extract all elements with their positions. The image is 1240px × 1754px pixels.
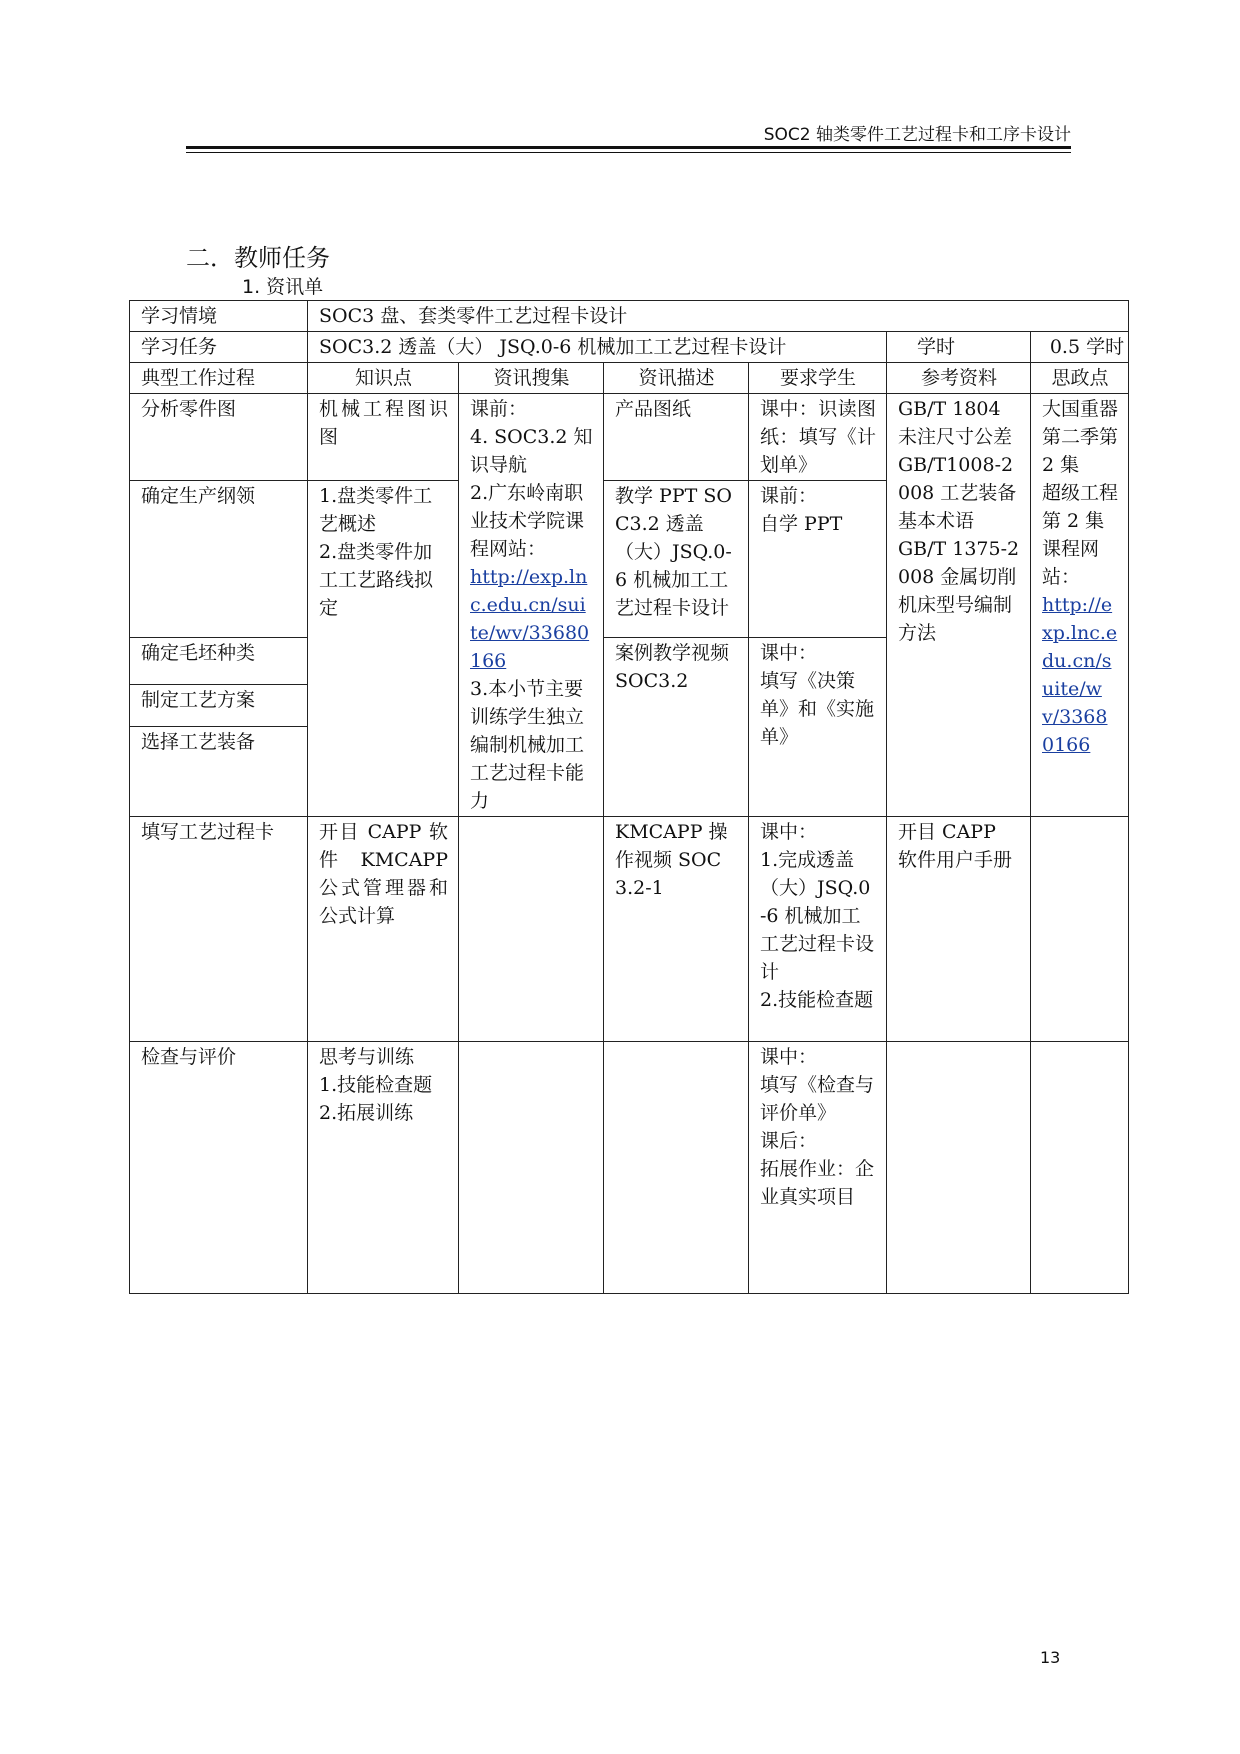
- process-check-evaluate: 检查与评价: [130, 1042, 308, 1294]
- col-header-knowledge: 知识点: [308, 363, 459, 394]
- context-value: SOC3 盘、套类零件工艺过程卡设计: [308, 301, 1129, 332]
- requirement-card-design: 课中： 1.完成透盖（大）JSQ.0-6 机械加工工艺过程卡设计 2.技能检查题: [749, 817, 887, 1042]
- process-plan: 制定工艺方案: [130, 685, 308, 727]
- collection-knowledge-nav: 4. SOC3.2 知识导航: [470, 426, 593, 476]
- references-empty: [887, 1042, 1031, 1294]
- table-row: [130, 332, 1129, 363]
- requirement-decision-sheet: 课中： 填写《决策单》和《实施单》: [749, 638, 887, 817]
- table-row: [130, 817, 1129, 1042]
- knowledge-disc-parts: 1.盘类零件工艺概述 2.盘类零件加工工艺路线拟定: [308, 481, 459, 817]
- collection-empty: [459, 1042, 604, 1294]
- references-standards: GB/T 1804 未注尺寸公差 GB/T1008-2008 工艺装备基本术语 GB/T 1375-2008 金属切削机床型号编制方法: [887, 394, 1031, 817]
- ideology-cell: [1031, 394, 1129, 817]
- process-fill-card: 填写工艺过程卡: [130, 817, 308, 1042]
- description-teaching-ppt: 教学 PPT SOC3.2 透盖（大）JSQ.0-6 机械加工工艺过程卡设计: [604, 481, 749, 638]
- collection-course-link[interactable]: http://exp.lnc.edu.cn/suite/wv/33680166: [470, 566, 590, 672]
- col-header-description: 资讯描述: [604, 363, 749, 394]
- description-case-video: 案例教学视频 SOC3.2: [604, 638, 749, 817]
- col-header-references: 参考资料: [887, 363, 1031, 394]
- info-sheet-table-wrap: [129, 300, 1128, 1294]
- requirement-evaluation: 课中： 填写《检查与评价单》 课后： 拓展作业：企业真实项目: [749, 1042, 887, 1294]
- col-header-process: 典型工作过程: [130, 363, 308, 394]
- description-capp-video: KMCAPP 操作视频 SOC3.2-1: [604, 817, 749, 1042]
- table-row: [130, 301, 1129, 332]
- col-header-collection: 资讯搜集: [459, 363, 604, 394]
- table-row: [130, 1042, 1129, 1294]
- section-title: 二．教师任务: [186, 244, 330, 272]
- description-product-drawing: 产品图纸: [604, 394, 749, 481]
- references-capp-manual: 开目 CAPP 软件用户手册: [887, 817, 1031, 1042]
- collection-training-note: 3.本小节主要训练学生独立编制机械加工工艺过程卡能力: [470, 678, 585, 812]
- collection-empty: [459, 817, 604, 1042]
- hours-label: 学时: [887, 332, 1031, 363]
- col-header-ideology: 思政点: [1031, 363, 1129, 394]
- knowledge-training: 思考与训练 1.技能检查题 2.拓展训练: [308, 1042, 459, 1294]
- table-row: [130, 394, 1129, 481]
- process-blank-type: 确定毛坯种类: [130, 638, 308, 685]
- context-label: 学习情境: [130, 301, 308, 332]
- collection-course-site: 2.广东岭南职业技术学院课程网站：: [470, 482, 585, 560]
- hours-value: 0.5 学时: [1031, 332, 1129, 363]
- description-empty: [604, 1042, 749, 1294]
- collection-before-class: 课前：: [470, 398, 528, 420]
- task-value: SOC3.2 透盖（大） JSQ.0-6 机械加工工艺过程卡设计: [308, 332, 887, 363]
- requirement-self-study: 课前： 自学 PPT: [749, 481, 887, 638]
- ideology-empty: [1031, 817, 1129, 1042]
- process-equipment: 选择工艺装备: [130, 727, 308, 817]
- requirement-plan-sheet: 课中：识读图纸：填写《计划单》: [749, 394, 887, 481]
- process-analyze-drawing: 分析零件图: [130, 394, 308, 481]
- col-header-requirements: 要求学生: [749, 363, 887, 394]
- page-number: 13: [1040, 1648, 1061, 1667]
- info-sheet-table: [129, 300, 1129, 1294]
- knowledge-capp: 开目 CAPP 软件 KMCAPP 公式管理器和公式计算: [308, 817, 459, 1042]
- header-rule-thin: [186, 152, 1071, 153]
- running-header: SOC2 轴类零件工艺过程卡和工序卡设计: [763, 125, 1071, 145]
- knowledge-drawing-reading: 机械工程图识图: [308, 394, 459, 481]
- task-label: 学习任务: [130, 332, 308, 363]
- section-subtitle: 1. 资讯单: [242, 276, 324, 298]
- process-production-program: 确定生产纲领: [130, 481, 308, 638]
- collection-cell: [459, 394, 604, 817]
- ideology-course-link[interactable]: http://exp.lnc.edu.cn/suite/wv/33680166: [1042, 594, 1118, 756]
- ideology-empty: [1031, 1042, 1129, 1294]
- header-rule-thick: [186, 146, 1071, 149]
- table-header-row: [130, 363, 1129, 394]
- ideology-text: 大国重器第二季第 2 集 超级工程第 2 集 课程网站：: [1042, 398, 1119, 588]
